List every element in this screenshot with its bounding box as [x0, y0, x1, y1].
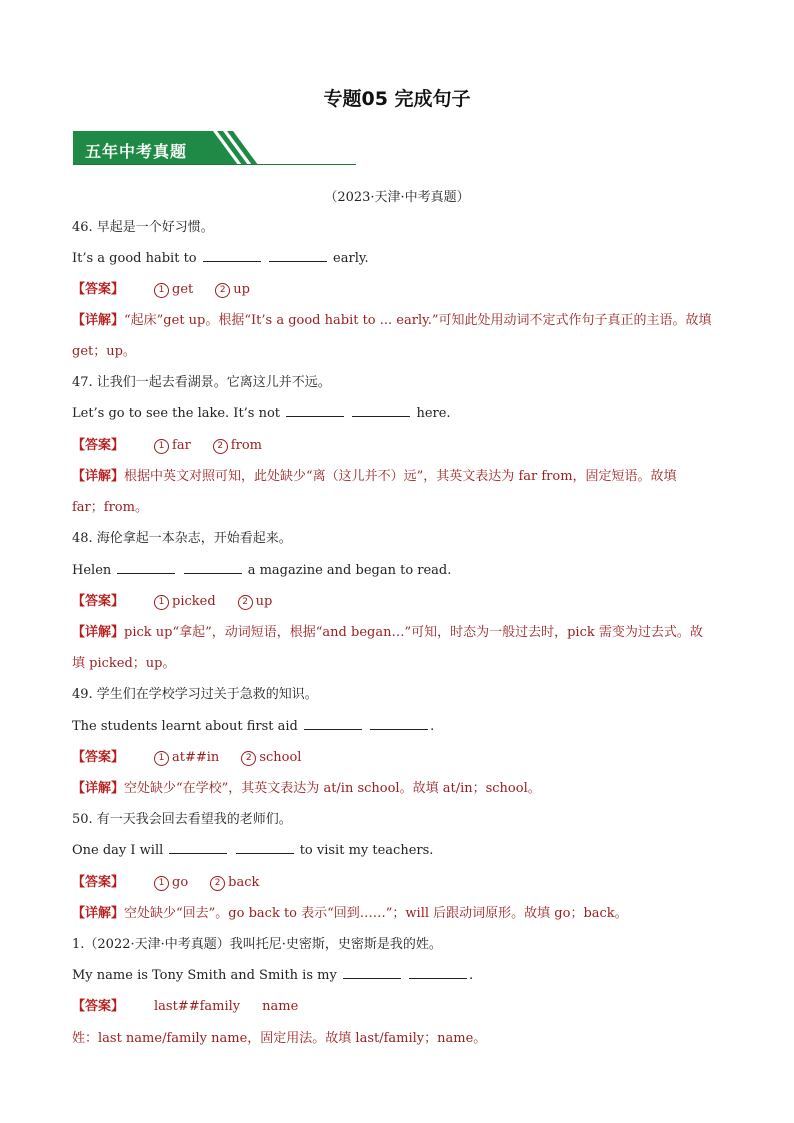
detail-49: 【详解】空处缺少“在学校”，其英文表达为 at/in school。故填 at/in；school。	[72, 781, 541, 796]
question-50-cn: 50. 有一天我会回去看望我的老师们。	[72, 812, 292, 827]
detail-46-cont: get；up。	[72, 344, 136, 359]
answer-49: 【答案】 1 at##in 2 school	[72, 750, 302, 765]
question-48-cn: 48. 海伦拿起一本杂志，开始看起来。	[72, 531, 292, 546]
banner-underline	[73, 164, 356, 165]
source-label: （2023·天津·中考真题）	[324, 190, 470, 205]
banner-label: 五年中考真题	[85, 142, 188, 161]
question-46-en: It’s a good habit to early.	[72, 251, 369, 266]
question-49-cn: 49. 学生们在学校学习过关于急救的知识。	[72, 687, 318, 702]
answer-2022: 【答案】 last##family name	[72, 999, 299, 1014]
question-2022-cn: 1.（2022·天津·中考真题）我叫托尼·史密斯，史密斯是我的姓。	[72, 937, 442, 952]
answer-48: 【答案】 1 picked 2 up	[72, 594, 273, 609]
detail-47: 【详解】根据中英文对照可知，此处缺少“离（这儿并不）远”，其英文表达为 far from，固定短语。故填	[72, 469, 677, 484]
question-46-cn: 46. 早起是一个好习惯。	[72, 220, 214, 235]
question-50-en: One day I will to visit my teachers.	[72, 843, 434, 858]
detail-48-cont: 填 picked；up。	[72, 656, 176, 671]
detail-46: 【详解】“起床”get up。根据“It’s a good habit to ... early.”可知此处用动词不定式作句子真正的主语。故填	[72, 313, 712, 328]
page-title: 专题05 完成句子	[323, 88, 471, 110]
question-49-en: The students learnt about first aid .	[72, 719, 435, 734]
answer-47: 【答案】 1 far 2 from	[72, 438, 262, 453]
detail-48: 【详解】pick up“拿起”，动词短语，根据“and began…”可知，时态为一般过去时，pick 需变为过去式。故	[72, 625, 703, 640]
question-47-en: Let’s go to see the lake. It’s not here.	[72, 406, 451, 421]
detail-2022: 姓：last name/family name，固定用法。故填 last/family；name。	[72, 1031, 487, 1046]
detail-50: 【详解】空处缺少“回去”。go back to 表示“回到……”；will 后跟动词原形。故填 go；back。	[72, 906, 628, 921]
answer-50: 【答案】 1 go 2 back	[72, 875, 260, 890]
question-48-en: Helen a magazine and began to read.	[72, 563, 452, 578]
detail-47-cont: far；from。	[72, 500, 148, 515]
answer-46: 【答案】 1 get 2 up	[72, 282, 250, 297]
question-2022-en: My name is Tony Smith and Smith is my .	[72, 968, 474, 983]
question-47-cn: 47. 让我们一起去看湖景。它离这儿并不远。	[72, 375, 331, 390]
